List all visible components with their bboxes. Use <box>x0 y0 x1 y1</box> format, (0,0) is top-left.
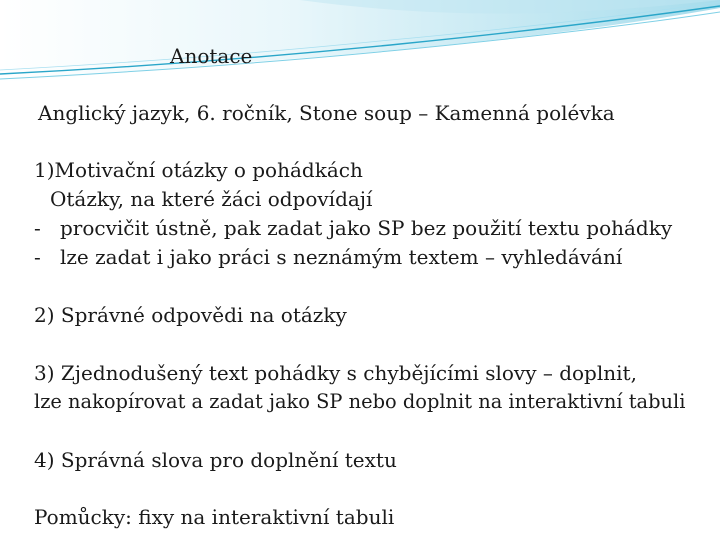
bullet-text: lze zadat i jako práci s neznámým textem – vyhledávání <box>60 245 623 269</box>
slide-title: Anotace <box>170 44 253 68</box>
item2: 2) Správné odpovědi na otázky <box>34 303 347 327</box>
dash-bullet: - <box>34 245 41 269</box>
slide-subtitle: Anglický jazyk, 6. ročník, Stone soup – Kamenná polévka <box>38 101 615 125</box>
bullet-text: procvičit ústně, pak zadat jako SP bez použití textu pohádky <box>60 216 673 240</box>
decorative-wave-header <box>0 0 720 90</box>
item1-heading: 1)Motivační otázky o pohádkách <box>34 158 363 182</box>
item4: 4) Správná slova pro doplnění textu <box>34 448 397 472</box>
item1-bullet-2 <box>34 245 622 269</box>
aids-line: Pomůcky: fixy na interaktivní tabuli <box>34 505 395 529</box>
item3-line-1: 3) Zjednodušený text pohádky s chybějícími slovy – doplnit, <box>34 361 637 385</box>
item1-bullet-1 <box>34 216 672 240</box>
dash-bullet: - <box>34 216 41 240</box>
item1-subheading: Otázky, na které žáci odpovídají <box>50 187 373 211</box>
item3-line-2: lze nakopírovat a zadat jako SP nebo doplnit na interaktivní tabuli <box>34 390 686 413</box>
